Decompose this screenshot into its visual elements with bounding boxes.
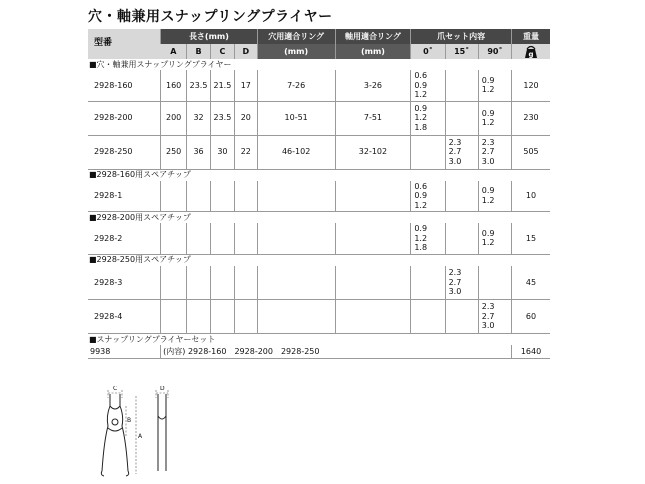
- model-cell: 2928-250: [88, 135, 161, 169]
- tip-0-cell: [411, 223, 445, 254]
- page-title: 穴・軸兼用スナップリングプライヤー: [88, 9, 333, 25]
- dim-a-cell: 160: [161, 70, 187, 101]
- model-cell: 2928-4: [88, 300, 161, 334]
- table-row: [88, 345, 550, 359]
- header-hole-unit: (mm): [257, 44, 335, 59]
- dim-c-cell: 21.5: [210, 70, 234, 101]
- weight-cell: 230: [512, 101, 551, 135]
- tip-size-value: 0.9: [414, 224, 428, 233]
- tip-size-value: 2.3: [448, 137, 462, 147]
- shaft-ring-cell: 3-26: [335, 70, 411, 101]
- tip-size-value: 1.8: [414, 122, 428, 132]
- section-main: ■穴・軸兼用スナップリングプライヤー: [88, 59, 550, 70]
- shaft-ring-cell: 32-102: [335, 135, 411, 169]
- dim-b-cell: 32: [187, 101, 211, 135]
- weight-cell: 120: [512, 70, 551, 101]
- table-row: [88, 101, 550, 135]
- tip-0-cell: [411, 300, 445, 334]
- header-shaft-unit: (mm): [335, 44, 411, 59]
- model-cell: 9938: [88, 345, 161, 359]
- header-deg-90: 90˚: [478, 44, 511, 59]
- tip-size-value: 0.9: [481, 228, 495, 238]
- tip-15-cell: [445, 70, 478, 101]
- tip-90-cell: [478, 300, 511, 334]
- dim-d-cell: 22: [234, 135, 257, 169]
- tip-size-value: 0.9: [414, 80, 428, 90]
- dim-label-d: D: [160, 386, 165, 392]
- tip-90-cell: [478, 101, 511, 135]
- tip-size-value: 1.2: [481, 238, 495, 248]
- tip-size-value: 2.7: [481, 147, 495, 157]
- tip-0-cell: [411, 70, 445, 101]
- tip-size-value: 1.2: [414, 90, 428, 99]
- header-deg-0: 0˚: [411, 44, 445, 59]
- dim-b-cell: 36: [187, 135, 211, 169]
- tip-15-cell: [445, 266, 478, 300]
- table-row: [88, 300, 550, 334]
- tip-15-cell: [445, 181, 478, 212]
- model-cell: 2928-160: [88, 70, 161, 101]
- tip-size-value: 0.9: [481, 75, 495, 85]
- tip-size-value: 0.9: [481, 108, 495, 118]
- tip-size-value: 2.3: [448, 268, 462, 277]
- tip-0-cell: [411, 135, 445, 169]
- header-model: 型番: [88, 29, 161, 59]
- section-set: ■スナップリングプライヤーセット: [88, 334, 550, 346]
- tip-size-value: 1.2: [481, 118, 495, 127]
- hole-ring-cell: 7-26: [257, 70, 335, 101]
- model-cell: 2928-1: [88, 181, 161, 212]
- tip-size-value: 1.2: [414, 200, 428, 210]
- tip-0-cell: [411, 181, 445, 212]
- tip-size-value: 2.3: [481, 302, 495, 312]
- tip-0-cell: [411, 101, 445, 135]
- dim-label-a: A: [138, 433, 143, 440]
- header-weight-unit: [512, 44, 551, 59]
- dim-d-cell: 17: [234, 70, 257, 101]
- tip-90-cell: [478, 266, 511, 300]
- header-dim-d: D: [234, 44, 257, 59]
- dim-c-cell: 23.5: [210, 101, 234, 135]
- section-spare-250: ■2928-250用スペアチップ: [88, 254, 550, 266]
- model-cell: 2928-3: [88, 266, 161, 300]
- spec-table: [88, 29, 550, 359]
- weight-cell: 60: [512, 300, 551, 334]
- table-row: [88, 135, 550, 169]
- weight-cell: 505: [512, 135, 551, 169]
- model-cell: 2928-200: [88, 101, 161, 135]
- tip-15-cell: [445, 223, 478, 254]
- tip-size-value: 2.7: [448, 277, 462, 287]
- header-length: 長さ(mm): [161, 29, 258, 44]
- section-spare-200: ■2928-200用スペアチップ: [88, 212, 550, 224]
- tip-90-cell: [478, 223, 511, 254]
- tip-size-value: 0.9: [414, 103, 428, 113]
- tip-size-value: 2.7: [481, 311, 495, 321]
- tip-size-value: 3.0: [448, 156, 462, 166]
- model-cell: 2928-2: [88, 223, 161, 254]
- table-row: [88, 223, 550, 254]
- weight-cell: 1640: [512, 345, 551, 359]
- hole-ring-cell: 46-102: [257, 135, 335, 169]
- tip-15-cell: [445, 101, 478, 135]
- weight-cell: 45: [512, 266, 551, 300]
- tip-size-value: 0.6: [414, 181, 428, 191]
- tip-90-cell: [478, 181, 511, 212]
- dim-c-cell: 30: [210, 135, 234, 169]
- header-dim-b: B: [187, 44, 211, 59]
- tip-size-value: 3.0: [448, 287, 462, 296]
- table-row: [88, 266, 550, 300]
- tip-size-value: 3.0: [481, 156, 495, 166]
- dim-label-c: C: [113, 386, 118, 392]
- shaft-ring-cell: 7-51: [335, 101, 411, 135]
- header-weight: 重量: [512, 29, 551, 44]
- dim-b-cell: 23.5: [187, 70, 211, 101]
- tip-size-value: 3.0: [481, 321, 495, 331]
- plier-dimension-diagram: [96, 386, 176, 478]
- set-contents-cell: (内容) 2928-160 2928-200 2928-250: [161, 345, 512, 359]
- dim-d-cell: 20: [234, 101, 257, 135]
- weight-unit-label: g: [528, 50, 534, 58]
- header-dim-c: C: [210, 44, 234, 59]
- tip-size-value: 1.8: [414, 243, 428, 252]
- dim-label-b: B: [127, 417, 132, 424]
- table-row: [88, 70, 550, 101]
- dim-a-cell: 200: [161, 101, 187, 135]
- header-tip-set: 爪セット内容: [411, 29, 512, 44]
- tip-size-value: 1.2: [414, 113, 428, 123]
- weight-cell: 15: [512, 223, 551, 254]
- dim-a-cell: 250: [161, 135, 187, 169]
- tip-90-cell: [478, 70, 511, 101]
- tip-15-cell: [445, 135, 478, 169]
- weight-cell: 10: [512, 181, 551, 212]
- tip-90-cell: [478, 135, 511, 169]
- header-shaft-ring: 軸用適合リング: [335, 29, 411, 44]
- header-deg-15: 15˚: [445, 44, 478, 59]
- tip-size-value: 0.9: [414, 191, 428, 200]
- tip-size-value: 1.2: [481, 85, 495, 95]
- tip-size-value: 0.6: [414, 71, 428, 80]
- table-row: [88, 181, 550, 212]
- section-spare-160: ■2928-160用スペアチップ: [88, 169, 550, 181]
- tip-size-value: 1.2: [414, 233, 428, 243]
- tip-size-value: 2.7: [448, 147, 462, 157]
- header-dim-a: A: [161, 44, 187, 59]
- hole-ring-cell: 10-51: [257, 101, 335, 135]
- weight-icon: [520, 45, 542, 59]
- tip-size-value: 0.9: [481, 186, 495, 196]
- header-hole-ring: 穴用適合リング: [257, 29, 335, 44]
- tip-size-value: 2.3: [481, 137, 495, 147]
- tip-15-cell: [445, 300, 478, 334]
- tip-size-value: 1.2: [481, 195, 495, 205]
- tip-0-cell: [411, 266, 445, 300]
